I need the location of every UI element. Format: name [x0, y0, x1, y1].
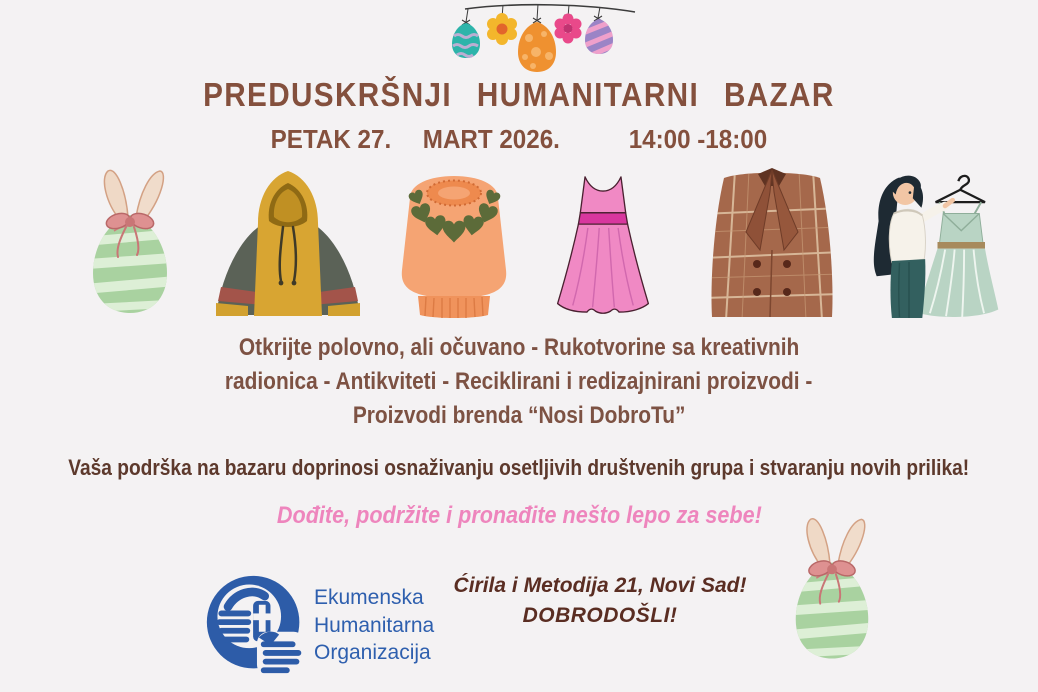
pink-dress-illustration: [551, 170, 655, 318]
page-title-text: PREDUSKRŠNJI HUMANITARNI BAZAR: [203, 76, 835, 113]
logo-line-2: Humanitarna: [314, 613, 435, 637]
eho-logo-icon: [203, 570, 309, 680]
logo-line-1: Ekumenska: [314, 586, 424, 609]
easter-egg-bunny-left-illustration: [80, 165, 180, 315]
page-title: [0, 76, 1038, 114]
support-statement-text: Vaša podrška na bazaru doprinosi osnaživanju osetljivih društvenih grupa i stvaranju novih prilika!: [68, 455, 970, 480]
support-statement: [0, 455, 1038, 481]
event-date-row: [0, 124, 1038, 155]
invitation-text: Dođite, podržite i pronađite nešto lepo za sebe!: [276, 502, 762, 529]
easter-garland-illustration: [437, 0, 637, 75]
heart-sweater-illustration: [384, 170, 524, 320]
woman-with-dress-illustration: [852, 166, 1004, 318]
description-line-2: radionica - Antikviteti - Reciklirani i redizajnirani proizvodi -: [225, 368, 813, 395]
address-line: Ćirila i Metodija 21, Novi Sad!: [453, 574, 747, 597]
event-month: MART 2026.: [422, 124, 560, 154]
description-line-1: Otkrijte polovno, ali očuvano - Rukotvorine sa kreativnih: [238, 334, 800, 361]
event-day: PETAK 27.: [270, 124, 392, 154]
plaid-blazer-illustration: [702, 162, 842, 320]
description: [0, 331, 1038, 433]
address-block: [410, 572, 790, 628]
invitation-line: [0, 502, 1038, 530]
logo-line-3: Organizacija: [314, 641, 431, 664]
hoodie-illustration: [212, 167, 364, 317]
description-line-3: Proizvodi brenda “Nosi DobroTu”: [352, 402, 686, 429]
easter-egg-bunny-bottom-illustration: [783, 513, 881, 661]
event-time: 14:00 -18:00: [628, 124, 768, 154]
welcome-line: DOBRODOŠLI!: [522, 604, 678, 627]
